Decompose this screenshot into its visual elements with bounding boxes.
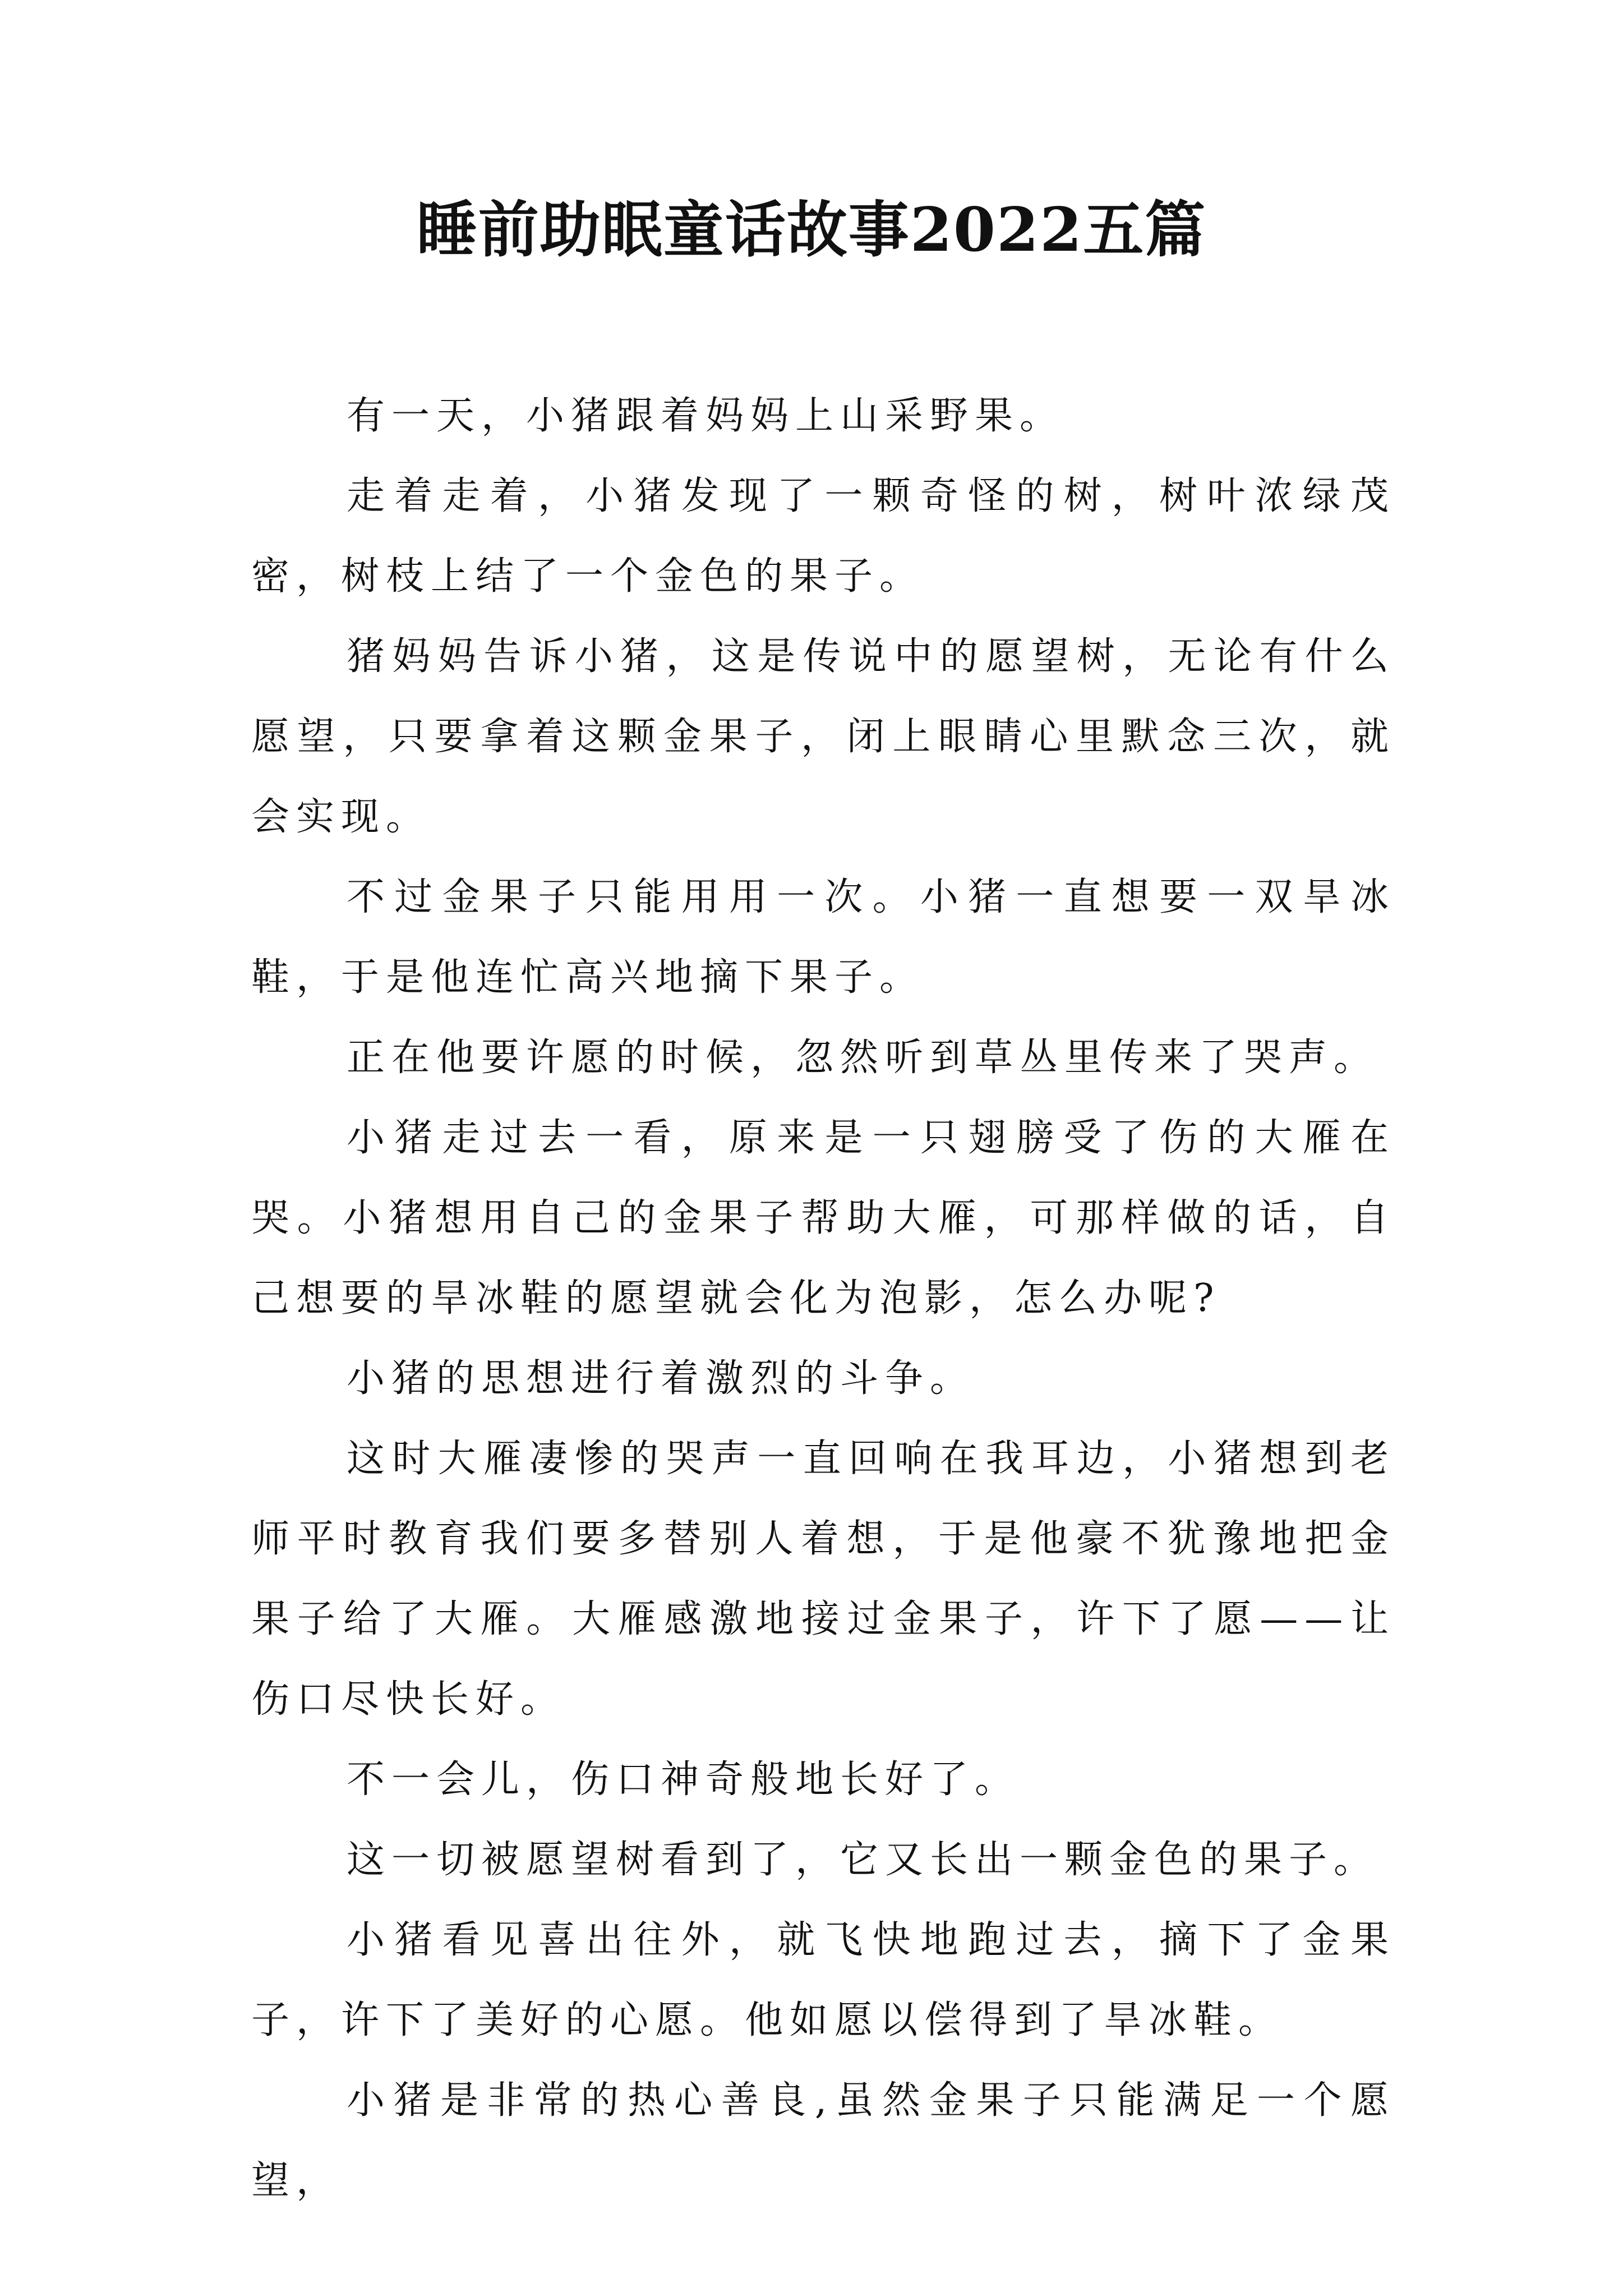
paragraph: 有一天，小猪跟着妈妈上山采野果。 xyxy=(347,394,1065,438)
paragraph: 小猪是非常的热心善良,虽然金果子只能满足一个愿望， xyxy=(251,2078,1395,2203)
document-title: 睡前助眠童话故事2022五篇 xyxy=(416,195,1207,265)
paragraph: 这一切被愿望树看到了，它又长出一颗金色的果子。 xyxy=(347,1838,1379,1882)
document-body xyxy=(251,376,1395,2221)
paragraph: 小猪的思想进行着激烈的斗争。 xyxy=(347,1356,975,1401)
paragraph: 不一会儿，伤口神奇般地长好了。 xyxy=(347,1757,1020,1802)
paragraph: 这时大雁凄惨的哭声一直回响在我耳边，小猪想到老师平时教育我们要多替别人着想，于是他豪不犹豫地把金果子给了大雁。大雁感激地接过金果子，许下了愿——让伤口尽快长好。 xyxy=(251,1437,1395,1722)
paragraph: 走着走着，小猪发现了一颗奇怪的树，树叶浓绿茂密，树枝上结了一个金色的果子。 xyxy=(251,474,1395,599)
paragraph: 小猪走过去一看，原来是一只翅膀受了伤的大雁在哭。小猪想用自己的金果子帮助大雁，可那样做的话，自己想要的旱冰鞋的愿望就会化为泡影，怎么办呢? xyxy=(251,1116,1395,1320)
paragraph: 猪妈妈告诉小猪，这是传说中的愿望树，无论有什么愿望，只要拿着这颗金果子，闭上眼睛心里默念三次，就会实现。 xyxy=(251,634,1395,839)
paragraph: 小猪看见喜出往外，就飞快地跑过去，摘下了金果子，许下了美好的心愿。他如愿以偿得到了旱冰鞋。 xyxy=(251,1918,1395,2042)
paragraph: 不过金果子只能用用一次。小猪一直想要一双旱冰鞋，于是他连忙高兴地摘下果子。 xyxy=(251,875,1395,1000)
paragraph: 正在他要许愿的时候，忽然听到草丛里传来了哭声。 xyxy=(347,1036,1379,1080)
